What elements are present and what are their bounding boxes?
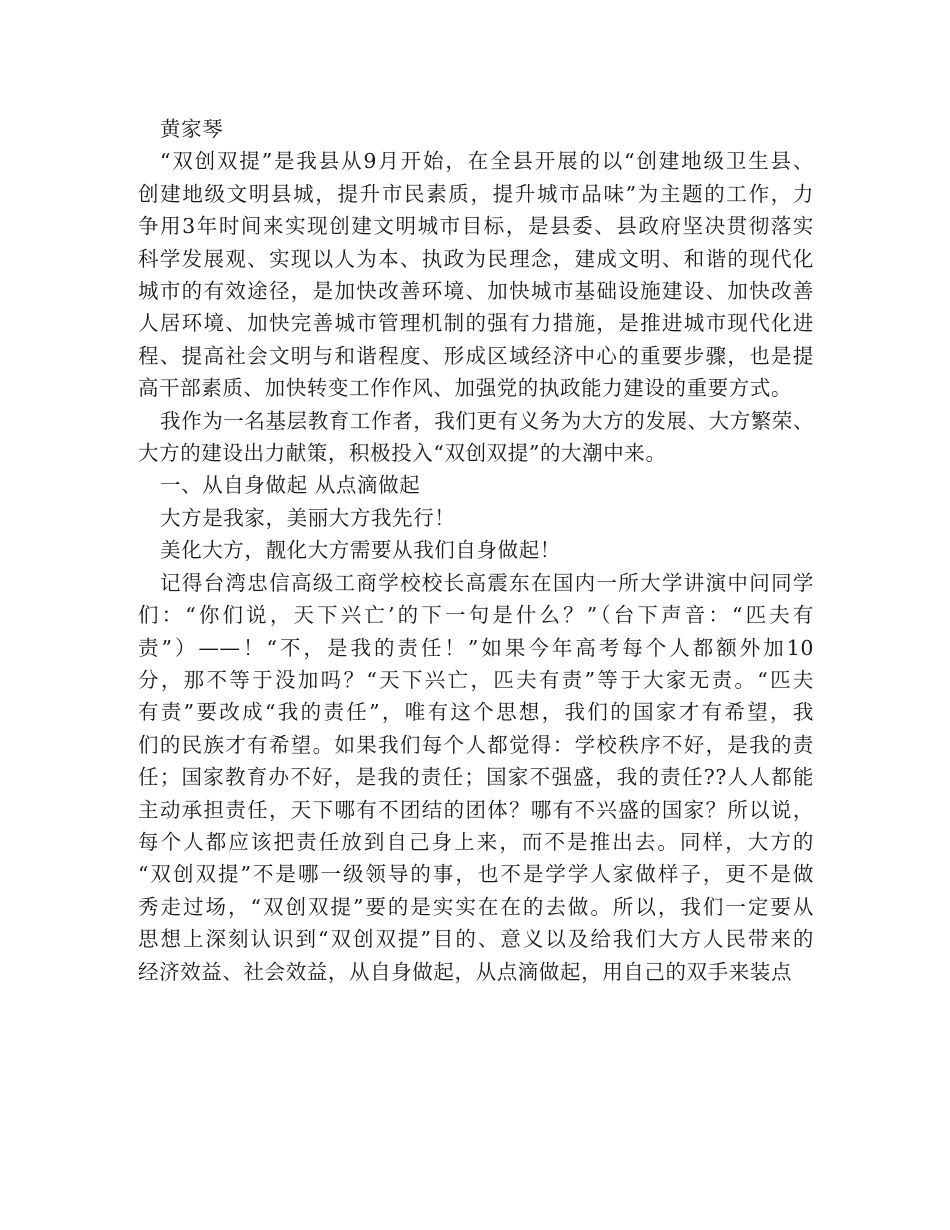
paragraph (138, 534, 814, 566)
text-line: 们：“你们说，天下兴亡’的下一句是什么？”（台下声音：“匹夫有 (138, 603, 814, 628)
text-line: 创建地级文明县城，提升市民素质，提升城市品味”为主题的工作，力 (138, 181, 814, 206)
document-page (138, 113, 814, 988)
text-line: 美化大方，靓化大方需要从我们自身做起！ (160, 538, 561, 563)
paragraph (138, 469, 814, 501)
text-line: 责”）——！“不，是我的责任！”如果今年高考每个人都额外加10 (138, 635, 814, 660)
paragraph (138, 502, 814, 534)
text-line: 们的民族才有希望。如果我们每个人都觉得：学校秩序不好，是我的责 (138, 732, 814, 757)
author-name: 黄家琴 (160, 117, 224, 141)
text-line: 记得台湾忠信高级工商学校校长高震东在国内一所大学讲演中问同学 (160, 570, 814, 595)
text-line: 程、提高社会文明与和谐程度、形成区域经济中心的重要步骤，也是提 (138, 343, 814, 368)
text-line: 我作为一名基层教育工作者，我们更有义务为大方的发展、大方繁荣、 (160, 408, 815, 433)
text-line: 科学发展观、实现以人为本、执政为民理念，建成文明、和谐的现代化 (138, 246, 814, 271)
text-line: 人居环境、加快完善城市管理机制的强有力措施，是推进城市现代化进 (138, 311, 814, 336)
text-line: “双创双提”不是哪一级领导的事，也不是学学人家做样子，更不是做 (138, 862, 814, 887)
paragraph (138, 145, 814, 404)
text-line: 有责”要改成“我的责任”，唯有这个思想，我们的国家才有希望，我 (138, 700, 814, 725)
text-line: 高干部素质、加快转变工作作风、加强党的执政能力建设的重要方式。 (138, 376, 793, 401)
text-line: 一、从自身做起 从点滴做起 (160, 473, 421, 498)
text-line: 主动承担责任，天下哪有不团结的团体？哪有不兴盛的国家？所以说， (138, 797, 814, 822)
text-line: 每个人都应该把责任放到自己身上来，而不是推出去。同样，大方的 (138, 829, 814, 854)
paragraph (138, 405, 814, 470)
paragraph (138, 567, 814, 988)
text-line: 分，那不等于没加吗？“天下兴亡，匹夫有责”等于大家无责。“匹夫 (138, 667, 814, 692)
text-line: “双创双提”是我县从9月开始，在全县开展的以“创建地级卫生县、 (160, 149, 814, 174)
text-line: 经济效益、社会效益，从自身做起，从点滴做起，用自己的双手来装点 (138, 959, 793, 984)
text-line: 大方的建设出力献策，积极投入“双创双提”的大潮中来。 (138, 441, 667, 466)
text-line: 城市的有效途径，是加快改善环境、加快城市基础设施建设、加快改善 (138, 279, 814, 304)
text-line: 思想上深刻认识到“双创双提”目的、意义以及给我们大方人民带来的 (138, 927, 814, 952)
document-body (138, 145, 814, 988)
text-line: 争用3年时间来实现创建文明城市目标，是县委、县政府坚决贯彻落实 (138, 214, 814, 239)
text-line: 任；国家教育办不好，是我的责任；国家不强盛，我的责任??人人都能 (138, 765, 814, 790)
text-line: 秀走过场，“双创双提”要的是实实在在的去做。所以，我们一定要从 (138, 894, 814, 919)
text-line: 大方是我家，美丽大方我先行！ (160, 505, 456, 530)
